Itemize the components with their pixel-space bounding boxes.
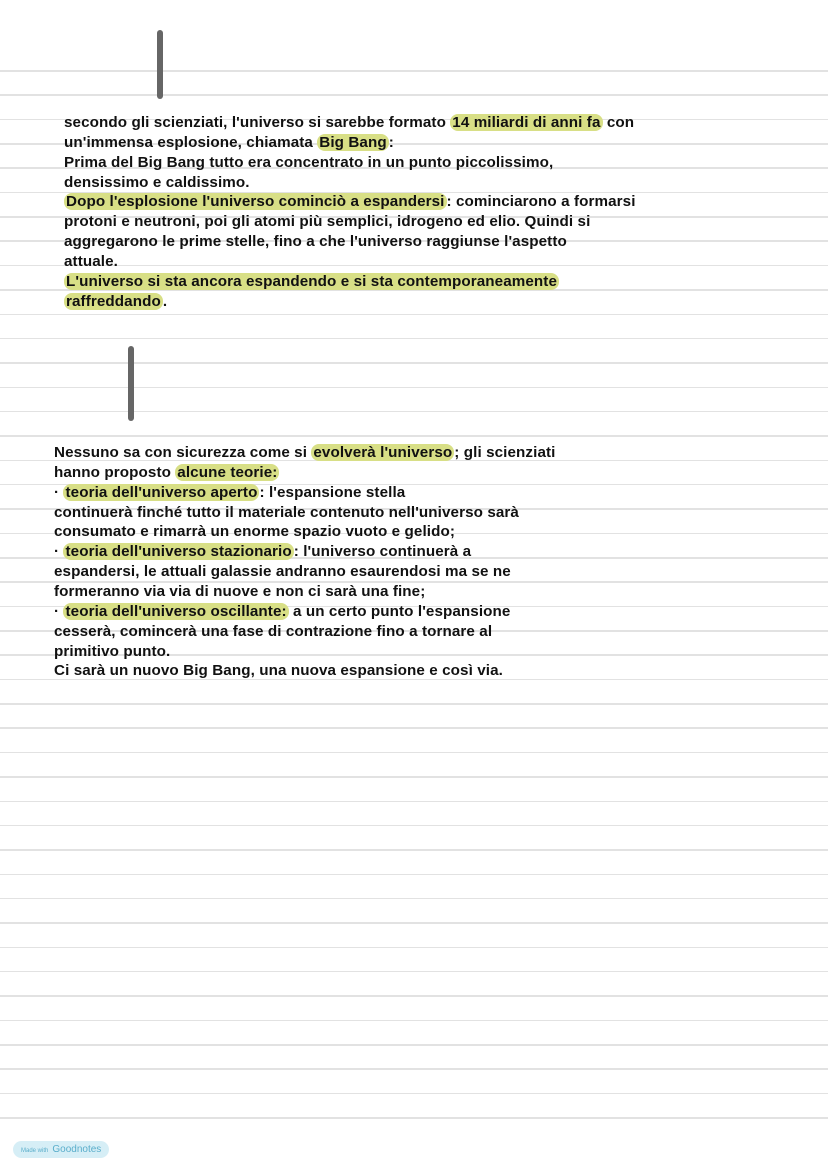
rule-line — [0, 1068, 828, 1070]
rule-line — [0, 70, 828, 72]
highlighted-text: evolverà l'universo — [313, 444, 453, 461]
rule-line — [0, 265, 828, 267]
highlighted-text: alcune teorie: — [177, 463, 278, 481]
text-segment: · — [54, 543, 64, 561]
rule-line — [0, 898, 828, 900]
rule-line — [0, 971, 828, 973]
text-line — [54, 563, 511, 581]
text-line — [54, 643, 170, 661]
rule-line — [0, 703, 828, 705]
highlighted-text: raffreddando — [66, 292, 161, 310]
rule-line — [0, 314, 828, 316]
highlighted-text: teoria dell'universo oscillante: — [65, 602, 287, 620]
rule-line — [0, 94, 828, 96]
brand-label: Goodnotes — [52, 1144, 102, 1155]
highlighted-text: L'universo si sta ancora espandendo e si sta contemporaneamente — [66, 272, 558, 290]
text-segment: densissimo e caldissimo. — [64, 173, 250, 191]
rule-line — [0, 874, 828, 876]
highlighted-text: teoria dell'universo aperto — [65, 483, 258, 501]
text-segment: cesserà, comincerà una fase di contrazione fino a tornare al — [54, 622, 493, 640]
text-line — [64, 293, 167, 311]
rule-line — [0, 727, 828, 729]
text-segment: : l'espansione stella — [259, 483, 406, 501]
text-segment: · — [54, 483, 64, 501]
highlighted-text: teoria dell'universo stazionario — [65, 543, 292, 561]
text-segment: Prima del Big Bang tutto era concentrato in un punto piccolissimo, — [64, 153, 554, 171]
text-line — [54, 662, 503, 680]
text-segment: Ci sarà un nuovo Big Bang, una nuova espansione e così via. — [54, 662, 503, 680]
text-segment: attuale. — [64, 252, 118, 270]
text-line — [64, 114, 634, 132]
image-placeholder-bar — [128, 346, 134, 421]
text-segment: espandersi, le attuali galassie andranno esaurendosi ma se ne — [54, 563, 511, 581]
text-line — [54, 504, 519, 522]
highlighted-text: 14 miliardi di anni fa — [452, 114, 601, 131]
text-segment: protoni e neutroni, poi gli atomi più semplici, idrogeno ed elio. Quindi si — [64, 213, 591, 231]
text-segment: continuerà finché tutto il materiale contenuto nell'universo sarà — [54, 503, 519, 521]
rule-line — [0, 825, 828, 827]
text-segment: : cominciarono a formarsi — [446, 193, 636, 211]
rule-line — [0, 362, 828, 364]
text-segment: un'immensa esplosione, chiamata — [64, 133, 318, 151]
text-line — [54, 444, 555, 462]
made-with-label: Made with — [21, 1148, 49, 1154]
rule-line — [0, 1117, 828, 1119]
text-segment: · — [54, 602, 64, 620]
rule-line — [0, 947, 828, 949]
text-segment: con — [602, 114, 635, 131]
text-line — [64, 154, 553, 172]
rule-line — [0, 1020, 828, 1022]
rule-line — [0, 922, 828, 924]
text-segment: consumato e rimarrà un enorme spazio vuoto e gelido; — [54, 523, 455, 541]
text-segment: ; gli scienziati — [454, 444, 556, 461]
image-placeholder-bar — [157, 30, 163, 99]
text-line — [64, 193, 636, 211]
text-line — [64, 174, 250, 192]
text-line — [64, 213, 590, 231]
text-line — [54, 623, 492, 641]
rule-line — [0, 776, 828, 778]
highlighted-text: Big Bang — [319, 133, 387, 151]
rule-line — [0, 338, 828, 340]
text-segment: hanno proposto — [54, 463, 176, 481]
rule-line — [0, 411, 828, 413]
text-segment: secondo gli scienziati, l'universo si sarebbe formato — [64, 114, 451, 131]
text-line — [64, 253, 118, 271]
text-line — [54, 464, 279, 482]
text-segment: : l'universo continuerà a — [293, 543, 472, 561]
text-segment: Nessuno sa con sicurezza come si — [54, 444, 312, 461]
text-line — [54, 543, 471, 561]
text-segment: a un certo punto l'espansione — [288, 602, 511, 620]
text-line — [64, 273, 559, 291]
highlighted-text: Dopo l'esplosione l'universo cominciò a espandersi — [66, 193, 445, 211]
text-segment: aggregarono le prime stelle, fino a che l'universo raggiunse l'aspetto — [64, 233, 567, 251]
text-segment: formeranno via via di nuove e non ci sarà una fine; — [54, 582, 426, 600]
rule-line — [0, 1093, 828, 1095]
rule-line — [0, 387, 828, 389]
rule-line — [0, 752, 828, 754]
rule-line — [0, 435, 828, 437]
text-line — [54, 583, 425, 601]
rule-line — [0, 1044, 828, 1046]
text-line — [64, 233, 567, 251]
rule-line — [0, 995, 828, 997]
text-segment: : — [388, 133, 394, 151]
text-line — [64, 134, 394, 152]
goodnotes-badge[interactable] — [13, 1141, 109, 1158]
text-segment: primitivo punto. — [54, 642, 171, 660]
text-line — [54, 484, 405, 502]
rule-line — [0, 849, 828, 851]
text-line — [54, 603, 510, 621]
text-segment: . — [162, 292, 168, 310]
text-line — [54, 523, 455, 541]
rule-line — [0, 801, 828, 803]
